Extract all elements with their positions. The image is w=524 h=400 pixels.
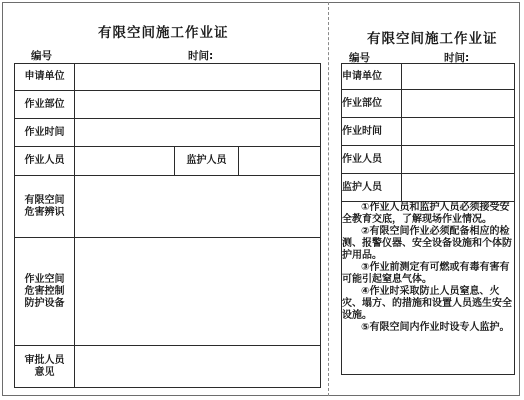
left-label-work-department: 作业部位 xyxy=(15,91,75,119)
left-field-workers[interactable] xyxy=(75,147,175,176)
left-label-workers: 作业人员 xyxy=(15,147,75,176)
left-field-applicant-unit[interactable] xyxy=(75,64,321,91)
safety-notice xyxy=(342,202,515,375)
safety-notice-item: ⑤有限空间内作业时设专人监护。 xyxy=(361,322,510,333)
right-label-workers: 作业人员 xyxy=(342,146,402,174)
right-field-work-time[interactable] xyxy=(402,118,515,146)
left-label-supervisors: 监护人员 xyxy=(175,147,239,176)
right-label-applicant-unit: 申请单位 xyxy=(342,64,402,90)
safety-notice-item: ④作业时采取防止人员窒息、火灾、塌方、的措施和设置人员逃生安全设施。 xyxy=(342,286,512,321)
right-time-label: 时间: xyxy=(444,52,470,64)
left-field-approver-opinion[interactable] xyxy=(75,346,321,388)
right-number-label: 编号 xyxy=(349,52,370,64)
safety-notice-item: ③作业前测定有可燃或有毒有害有可能引起窒息气体。 xyxy=(342,262,510,285)
left-label-approver-opinion: 审批人员 意见 xyxy=(15,346,75,388)
left-label-work-time: 作业时间 xyxy=(15,119,75,147)
safety-notice-item: ①作业人员和监护人员必须接受安全教育交底，了解现场作业情况。 xyxy=(342,202,510,225)
left-form-title: 有限空间施工作业证 xyxy=(98,25,229,41)
left-label-applicant-unit: 申请单位 xyxy=(15,64,75,91)
right-field-applicant-unit[interactable] xyxy=(402,64,515,90)
left-number-label: 编号 xyxy=(31,50,52,62)
left-label-hazard-identification: 有限空间 危害辨识 xyxy=(15,176,75,238)
left-label-hazard-control: 作业空间 危害控制 防护设备 xyxy=(15,238,75,346)
fold-line xyxy=(328,2,329,396)
left-field-work-time[interactable] xyxy=(75,119,321,147)
safety-notice-item: ②有限空间作业必须配备相应的检测、报警仪器、安全设备设施和个体防护用品。 xyxy=(342,226,512,261)
right-label-supervisors: 监护人员 xyxy=(342,174,402,202)
left-field-hazard-control[interactable] xyxy=(75,238,321,346)
left-time-label: 时间: xyxy=(188,50,214,62)
right-field-work-department[interactable] xyxy=(402,90,515,118)
left-field-work-department[interactable] xyxy=(75,91,321,119)
right-form-table xyxy=(341,63,515,375)
right-label-work-time: 作业时间 xyxy=(342,118,402,146)
right-field-workers[interactable] xyxy=(402,146,515,174)
left-field-hazard-identification[interactable] xyxy=(75,176,321,238)
right-field-supervisors[interactable] xyxy=(402,174,515,202)
left-form-table xyxy=(14,63,321,388)
left-field-supervisors[interactable] xyxy=(239,147,321,176)
right-form-title: 有限空间施工作业证 xyxy=(367,31,498,47)
right-label-work-department: 作业部位 xyxy=(342,90,402,118)
